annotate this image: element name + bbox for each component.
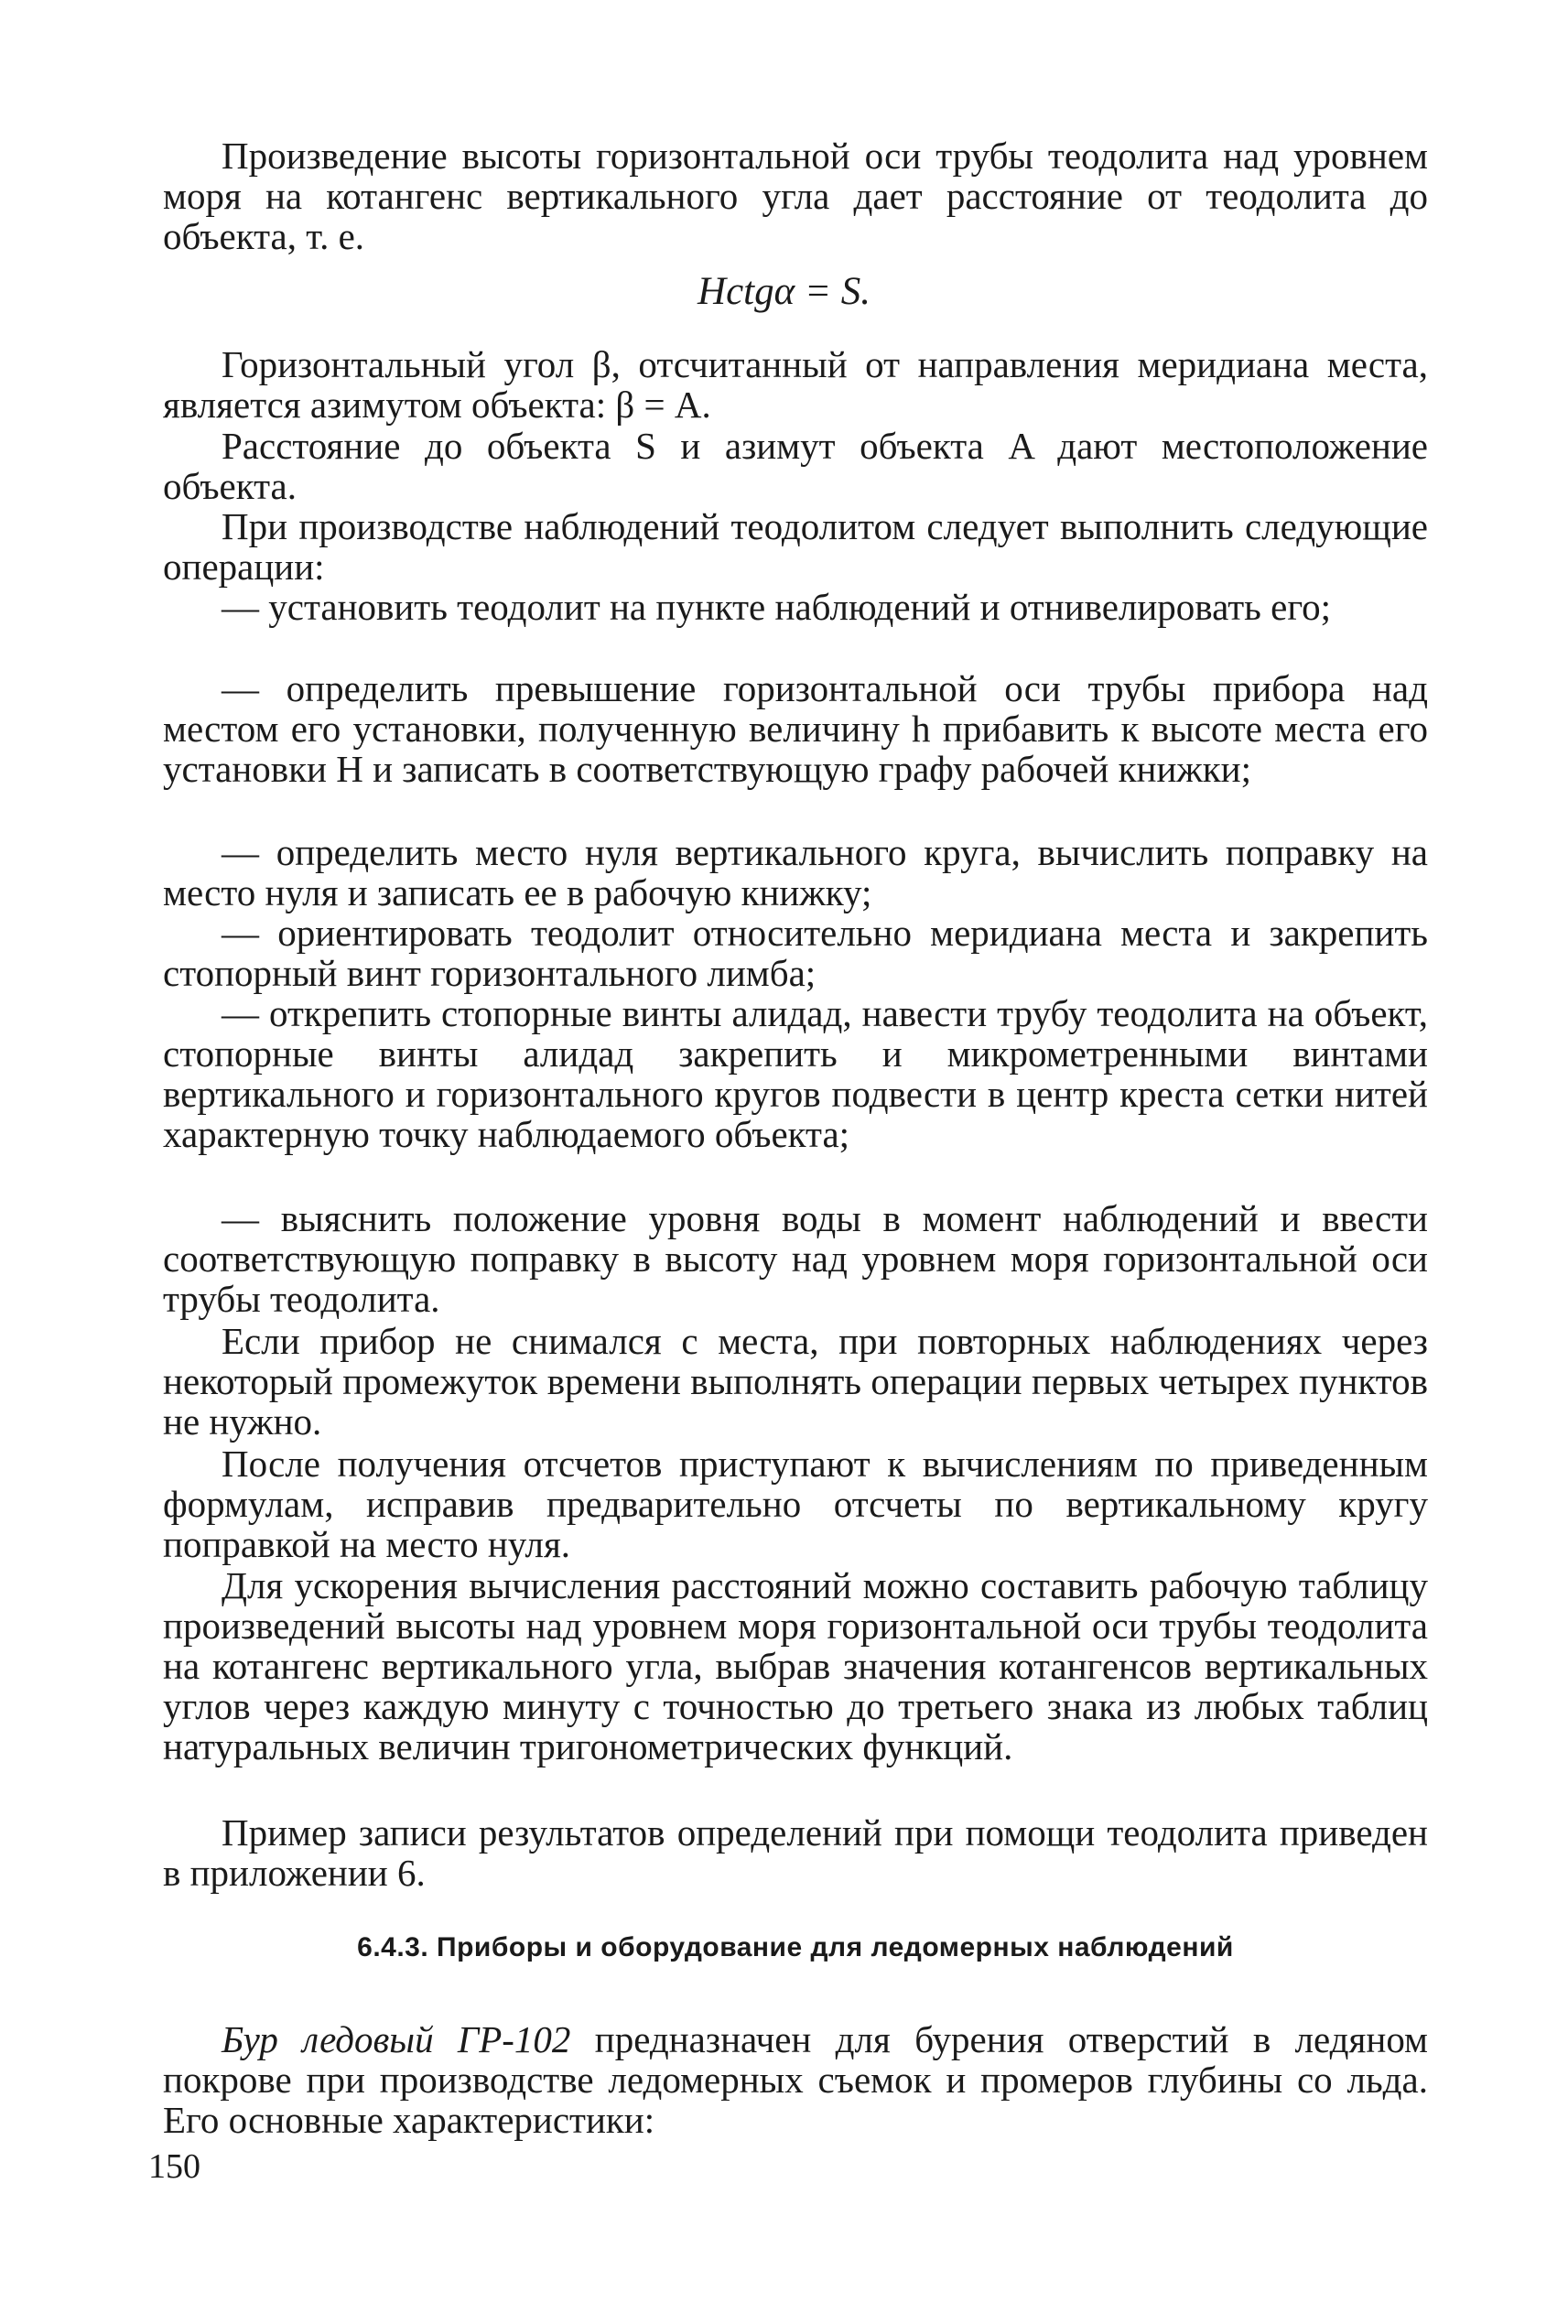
section-heading: 6.4.3. Приборы и оборудование для ледомерных наблюдений xyxy=(357,1932,1234,1962)
paragraph-table: Для ускорения вычисления расстояний можно составить рабочую таблицу произведений высоты над уровнем моря горизонтальной оси трубы теодолита на котангенс вертикального угла, выбрав значения котангенсов вертикальных углов через каждую минуту с точностью до третьего знака из любых таблиц натуральных величин тригонометрических функций. xyxy=(163,1564,1428,1767)
paragraph-calculation: После получения отсчетов приступают к вычислениям по приведенным формулам, исправив предварительно отсчеты по вертикальному кругу поправкой на место нуля. xyxy=(163,1443,1428,1565)
list-item: — выяснить положение уровня воды в момент наблюдений и ввести соответствующую поправку в высоту над уровнем моря горизонтальной оси трубы теодолита. xyxy=(163,1197,1428,1320)
list-item: — определить превышение горизонтальной оси трубы прибора над местом его установки, полученную величину h прибавить к высоте места его установки H и записать в соответствующую графу рабочей книжки; xyxy=(163,667,1428,790)
paragraph-location: Расстояние до объекта S и азимут объекта A дают местоположение объекта. xyxy=(163,425,1428,507)
paragraph-azimuth: Горизонтальный угол β, отсчитанный от направления меридиана места, является азимутом объекта: β = A. xyxy=(163,343,1428,426)
paragraph-intro: Произведение высоты горизонтальной оси трубы теодолита над уровнем моря на котангенс вертикального угла дает расстояние от теодолита до объекта, т. е. xyxy=(163,135,1428,257)
page-number: 150 xyxy=(148,2147,200,2186)
paragraph-repeat: Если прибор не снимался с места, при повторных наблюдениях через некоторый промежуток времени выполнять операции первых четырех пунктов не нужно. xyxy=(163,1320,1428,1443)
list-item: — ориентировать теодолит относительно меридиана места и закрепить стопорный винт горизонтального лимба; xyxy=(163,912,1428,994)
paragraph-operations-intro: При производстве наблюдений теодолитом следует выполнить следующие операции: xyxy=(163,505,1428,588)
formula: Hctgα = S. xyxy=(697,270,871,313)
list-item: — определить место нуля вертикального круга, вычислить поправку на место нуля и записать ее в рабочую книжку; xyxy=(163,831,1428,913)
ice-drill-description: предназначен для бурения отверстий в ледяном покрове при производстве ледомерных съемок и промеров глубины со льда. Его основные характеристики: xyxy=(163,2018,1428,2141)
ice-drill-name: Бур ледовый ГР-102 xyxy=(222,2018,571,2060)
list-item: — открепить стопорные винты алидад, навести трубу теодолита на объект, стопорные винты алидад закрепить и микрометренными винтами вертикального и горизонтального кругов подвести в центр креста сетки нитей характерную точку наблюдаемого объекта; xyxy=(163,992,1428,1155)
paragraph-ice-drill xyxy=(163,2019,1428,2140)
paragraph-example: Пример записи результатов определений при помощи теодолита приведен в приложении 6. xyxy=(163,1811,1428,1894)
list-item: — установить теодолит на пункте наблюдений и отнивелировать его; xyxy=(222,586,1332,628)
